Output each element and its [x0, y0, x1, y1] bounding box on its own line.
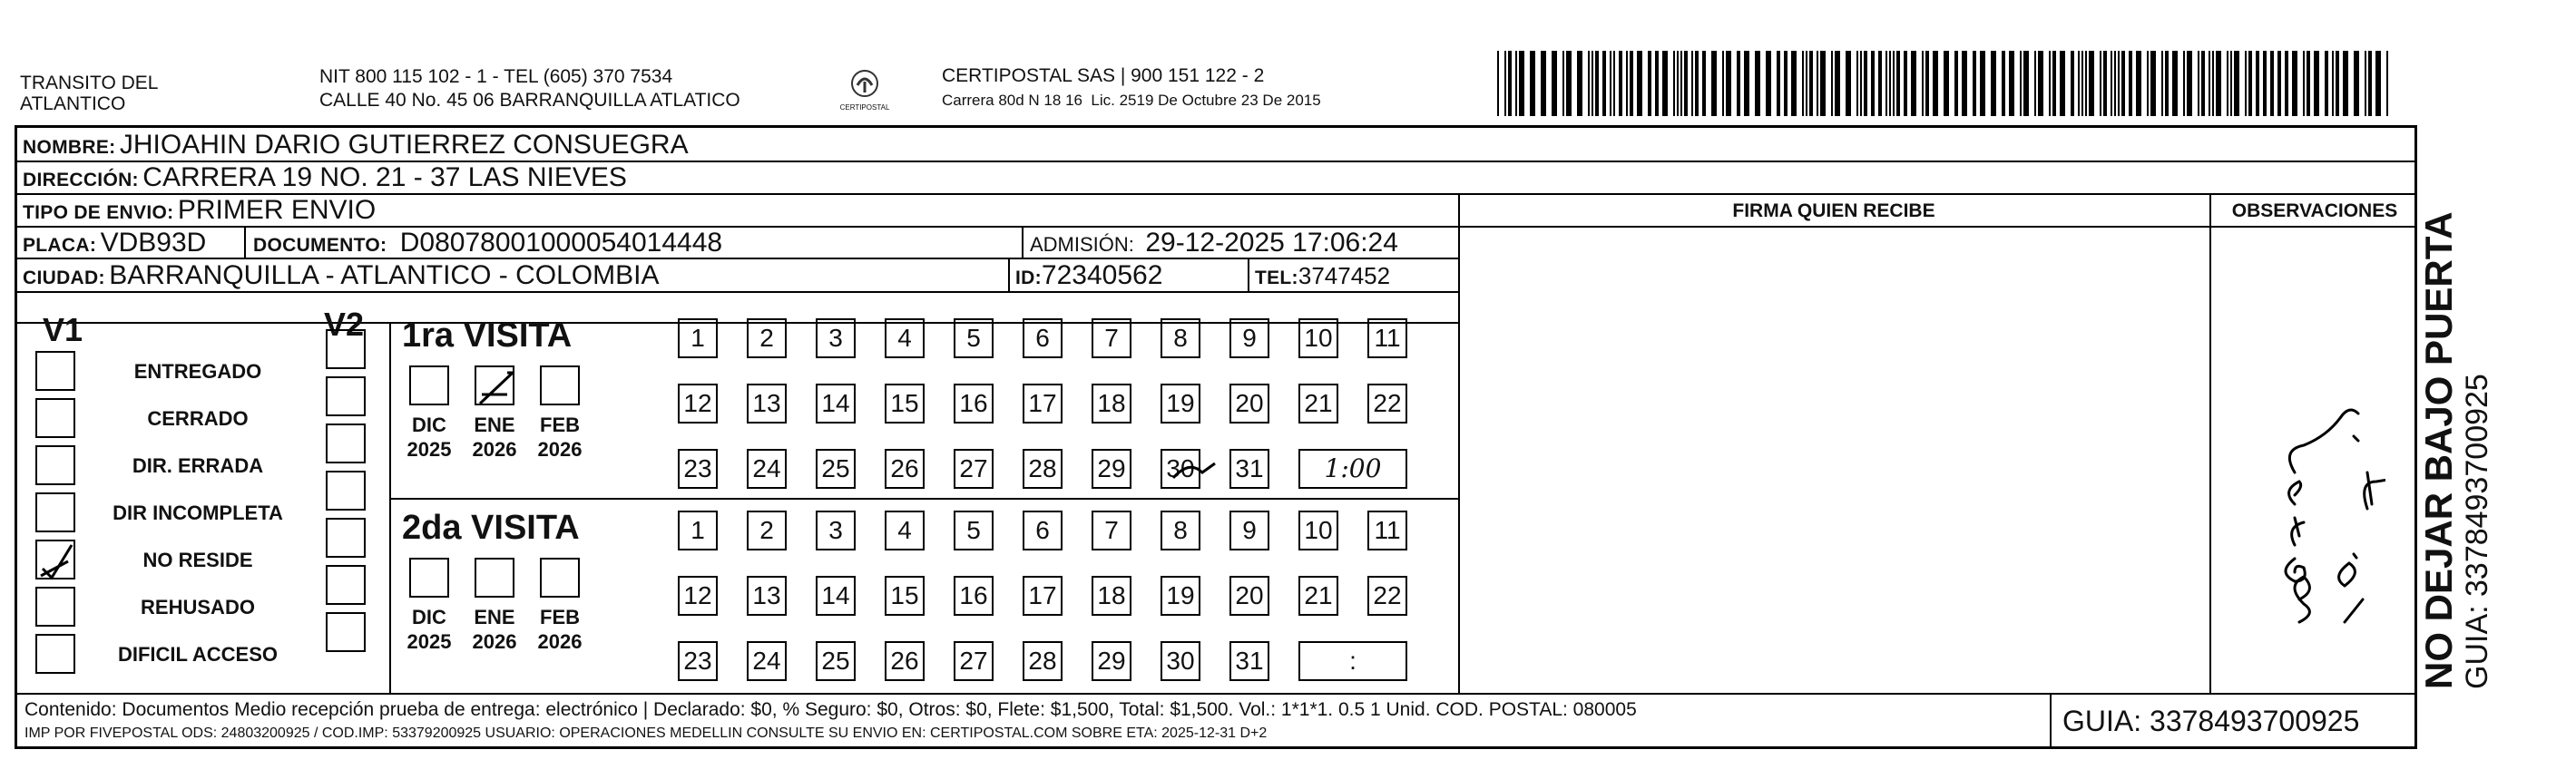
- address-line: CALLE 40 No. 45 06 BARRANQUILLA ATLATICO: [319, 90, 740, 111]
- reason-label-6: REHUSADO: [141, 596, 255, 618]
- first-visit-day-27[interactable]: 27: [954, 449, 994, 489]
- v2-header: V2: [324, 306, 365, 343]
- second-visit-day-12[interactable]: 12: [678, 576, 718, 616]
- v1-header: V1: [43, 311, 83, 348]
- city-field: CIUDAD: BARRANQUILLA - ATLANTICO - COLOMBIA: [23, 260, 660, 290]
- plate-field: PLACA: VDB93D: [23, 228, 207, 258]
- v2-checkbox-4[interactable]: [326, 471, 366, 511]
- second-visit-day-6[interactable]: 6: [1023, 511, 1063, 550]
- shipping-type-field: TIPO DE ENVIO: PRIMER ENVIO: [23, 195, 377, 225]
- first-visit-month-label-dic: DIC 2025: [406, 414, 452, 461]
- second-visit-day-13[interactable]: 13: [747, 576, 787, 616]
- guia-footer: GUIA: 3378493700925: [2062, 705, 2360, 737]
- first-visit-day-25[interactable]: 25: [816, 449, 856, 489]
- second-visit-day-31[interactable]: 31: [1229, 641, 1269, 681]
- first-visit-day-17[interactable]: 17: [1023, 384, 1063, 424]
- delivery-form: [15, 125, 2417, 749]
- second-visit-day-2[interactable]: 2: [747, 511, 787, 550]
- second-visit-day-21[interactable]: 21: [1298, 576, 1338, 616]
- first-visit-day-19[interactable]: 19: [1161, 384, 1200, 424]
- id-field: ID:72340562: [1015, 260, 1163, 290]
- v2-checkbox-5[interactable]: [326, 518, 366, 558]
- first-visit-month-checkbox-dic[interactable]: [409, 365, 449, 405]
- second-visit-day-14[interactable]: 14: [816, 576, 856, 616]
- side-guia: GUIA: 3378493700925: [2460, 374, 2494, 689]
- company-name-line2: ATLANTICO: [20, 93, 126, 114]
- v1-checkbox-2[interactable]: [35, 398, 75, 438]
- certipostal-logo: CERTIPOSTAL: [833, 65, 896, 116]
- second-visit-day-8[interactable]: 8: [1161, 511, 1200, 550]
- second-visit-day-30[interactable]: 30: [1161, 641, 1200, 681]
- reason-label-3: DIR. ERRADA: [132, 454, 264, 477]
- second-visit-day-9[interactable]: 9: [1229, 511, 1269, 550]
- first-visit-day-5[interactable]: 5: [954, 318, 994, 358]
- second-visit-day-25[interactable]: 25: [816, 641, 856, 681]
- carrier-line: CERTIPOSTAL SAS | 900 151 122 - 2: [942, 65, 1265, 86]
- admission-value: 29-12-2025 17:06:24: [1145, 228, 1398, 258]
- second-visit-day-5[interactable]: 5: [954, 511, 994, 550]
- v1-checkbox-3[interactable]: [35, 445, 75, 485]
- carrier-address: Carrera 80d N 18 16 Lic. 2519 De Octubre 23 De 2015: [942, 92, 1321, 109]
- v1-checkbox-5[interactable]: [35, 540, 75, 579]
- first-visit-day-12[interactable]: 12: [678, 384, 718, 424]
- v1-checkbox-4[interactable]: [35, 492, 75, 532]
- first-visit-day-11[interactable]: 11: [1367, 318, 1407, 358]
- first-visit-day-18[interactable]: 18: [1092, 384, 1131, 424]
- v2-checkbox-3[interactable]: [326, 424, 366, 463]
- first-visit-day-8[interactable]: 8: [1161, 318, 1200, 358]
- first-visit-day-3[interactable]: 3: [816, 318, 856, 358]
- first-visit-day-26[interactable]: 26: [885, 449, 925, 489]
- no-dejar-warning: NO DEJAR BAJO PUERTA: [2417, 211, 2460, 689]
- second-visit-day-10[interactable]: 10: [1298, 511, 1338, 550]
- second-visit-month-label-ene: ENE 2026: [472, 606, 517, 653]
- second-visit-day-18[interactable]: 18: [1092, 576, 1131, 616]
- company-name-line1: TRANSITO DEL: [20, 73, 159, 93]
- v1-checkbox-7[interactable]: [35, 634, 75, 674]
- first-visit-day-28[interactable]: 28: [1023, 449, 1063, 489]
- first-visit-title: 1ra VISITA: [402, 316, 573, 355]
- first-visit-time-box[interactable]: 1:00: [1298, 449, 1407, 489]
- first-visit-month-checkbox-feb[interactable]: [540, 365, 580, 405]
- tel-field: TEL:3747452: [1255, 262, 1391, 289]
- first-visit-day-23[interactable]: 23: [678, 449, 718, 489]
- second-visit-day-28[interactable]: 28: [1023, 641, 1063, 681]
- first-visit-day-9[interactable]: 9: [1229, 318, 1269, 358]
- side-labels: [2418, 211, 2494, 689]
- second-visit-month-checkbox-feb[interactable]: [540, 558, 580, 598]
- observations-header: OBSERVACIONES: [2231, 200, 2398, 221]
- first-visit-day-16[interactable]: 16: [954, 384, 994, 424]
- second-visit-time-box[interactable]: :: [1298, 641, 1407, 681]
- first-visit-month-checkbox-ene[interactable]: [475, 365, 514, 405]
- document-field: DOCUMENTO: D08078001000054014448: [253, 228, 723, 258]
- second-visit-day-1[interactable]: 1: [678, 511, 718, 550]
- first-visit-day-15[interactable]: 15: [885, 384, 925, 424]
- plate-value: VDB93D: [100, 228, 207, 258]
- name-field: NOMBRE: JHIOAHIN DARIO GUTIERREZ CONSUEGRA: [23, 130, 689, 160]
- first-visit-day-7[interactable]: 7: [1092, 318, 1131, 358]
- admission-field: ADMISIÓN: 29-12-2025 17:06:24: [1030, 228, 1398, 258]
- second-visit-day-26[interactable]: 26: [885, 641, 925, 681]
- first-visit-month-label-feb: FEB 2026: [537, 414, 583, 461]
- v2-checkbox-2[interactable]: [326, 376, 366, 416]
- second-visit-day-24[interactable]: 24: [747, 641, 787, 681]
- second-visit-day-29[interactable]: 29: [1092, 641, 1131, 681]
- first-visit-day-29[interactable]: 29: [1092, 449, 1131, 489]
- first-visit-day-31[interactable]: 31: [1229, 449, 1269, 489]
- v1-checkbox-1[interactable]: [35, 351, 75, 391]
- signature-header: FIRMA QUIEN RECIBE: [1732, 200, 1935, 221]
- first-visit-month-label-ene: ENE 2026: [472, 414, 517, 461]
- observations-handwriting: [2231, 327, 2385, 681]
- tel-value: 3747452: [1298, 262, 1391, 289]
- second-visit-day-11[interactable]: 11: [1367, 511, 1407, 550]
- second-visit-day-20[interactable]: 20: [1229, 576, 1269, 616]
- first-visit-day-4[interactable]: 4: [885, 318, 925, 358]
- barcode: [1497, 51, 2394, 116]
- first-visit-day-20[interactable]: 20: [1229, 384, 1269, 424]
- v2-checkbox-7[interactable]: [326, 612, 366, 652]
- first-visit-day-10[interactable]: 10: [1298, 318, 1338, 358]
- first-visit-day-1[interactable]: 1: [678, 318, 718, 358]
- second-visit-day-22[interactable]: 22: [1367, 576, 1407, 616]
- city-value: BARRANQUILLA - ATLANTICO - COLOMBIA: [109, 260, 660, 290]
- imp-line: IMP POR FIVEPOSTAL ODS: 24803200925 / COD.IMP: 53379200925 USUARIO: OPERACIONES MEDELLIN CONSULTE SU ENVIO EN: CERTIPOSTAL.COM SOBRE ETA: 2025-12-31 D+2: [24, 725, 1268, 741]
- second-visit-day-23[interactable]: 23: [678, 641, 718, 681]
- second-visit-title: 2da VISITA: [402, 509, 580, 547]
- recipient-name: JHIOAHIN DARIO GUTIERREZ CONSUEGRA: [119, 130, 689, 160]
- id-value: 72340562: [1041, 260, 1163, 290]
- reason-label-7: DIFICIL ACCESO: [117, 643, 278, 666]
- document-value: D08078001000054014448: [399, 228, 723, 258]
- first-visit-day-22[interactable]: 22: [1367, 384, 1407, 424]
- second-visit-day-4[interactable]: 4: [885, 511, 925, 550]
- first-visit-day-30[interactable]: 30: [1161, 449, 1200, 489]
- first-visit-day-13[interactable]: 13: [747, 384, 787, 424]
- recipient-address: CARRERA 19 NO. 21 - 37 LAS NIEVES: [142, 162, 627, 192]
- v2-checkbox-1[interactable]: [326, 329, 366, 369]
- second-visit-day-17[interactable]: 17: [1023, 576, 1063, 616]
- shipping-type: PRIMER ENVIO: [177, 195, 377, 225]
- first-visit-day-2[interactable]: 2: [747, 318, 787, 358]
- second-visit-day-16[interactable]: 16: [954, 576, 994, 616]
- reason-label-4: DIR INCOMPLETA: [113, 501, 283, 524]
- second-visit-month-checkbox-ene[interactable]: [475, 558, 514, 598]
- second-visit-day-3[interactable]: 3: [816, 511, 856, 550]
- first-visit-day-6[interactable]: 6: [1023, 318, 1063, 358]
- nit-line: NIT 800 115 102 - 1 - TEL (605) 370 7534: [319, 66, 673, 87]
- second-visit-day-27[interactable]: 27: [954, 641, 994, 681]
- first-visit-day-14[interactable]: 14: [816, 384, 856, 424]
- second-visit-month-label-feb: FEB 2026: [537, 606, 583, 653]
- second-visit-day-15[interactable]: 15: [885, 576, 925, 616]
- v1-checkbox-6[interactable]: [35, 587, 75, 627]
- first-visit-day-21[interactable]: 21: [1298, 384, 1338, 424]
- reason-label-2: CERRADO: [147, 407, 249, 430]
- reason-label-1: ENTREGADO: [133, 360, 262, 383]
- second-visit-month-checkbox-dic[interactable]: [409, 558, 449, 598]
- second-visit-day-19[interactable]: 19: [1161, 576, 1200, 616]
- address-field: DIRECCIÓN: CARRERA 19 NO. 21 - 37 LAS NIEVES: [23, 162, 627, 192]
- first-visit-day-24[interactable]: 24: [747, 449, 787, 489]
- v2-checkbox-6[interactable]: [326, 565, 366, 605]
- second-visit-day-7[interactable]: 7: [1092, 511, 1131, 550]
- reason-label-5: NO RESIDE: [142, 549, 253, 571]
- content-line: Contenido: Documentos Medio recepción prueba de entrega: electrónico | Declarado: $0, % Seguro: $0, Otros: $0, Flete: $1,500, Total: $1,500. Vol.: 1*1*1. 0.5 1 Unid. COD. POSTAL: 080005: [24, 699, 1637, 720]
- second-visit-month-label-dic: DIC 2025: [406, 606, 452, 653]
